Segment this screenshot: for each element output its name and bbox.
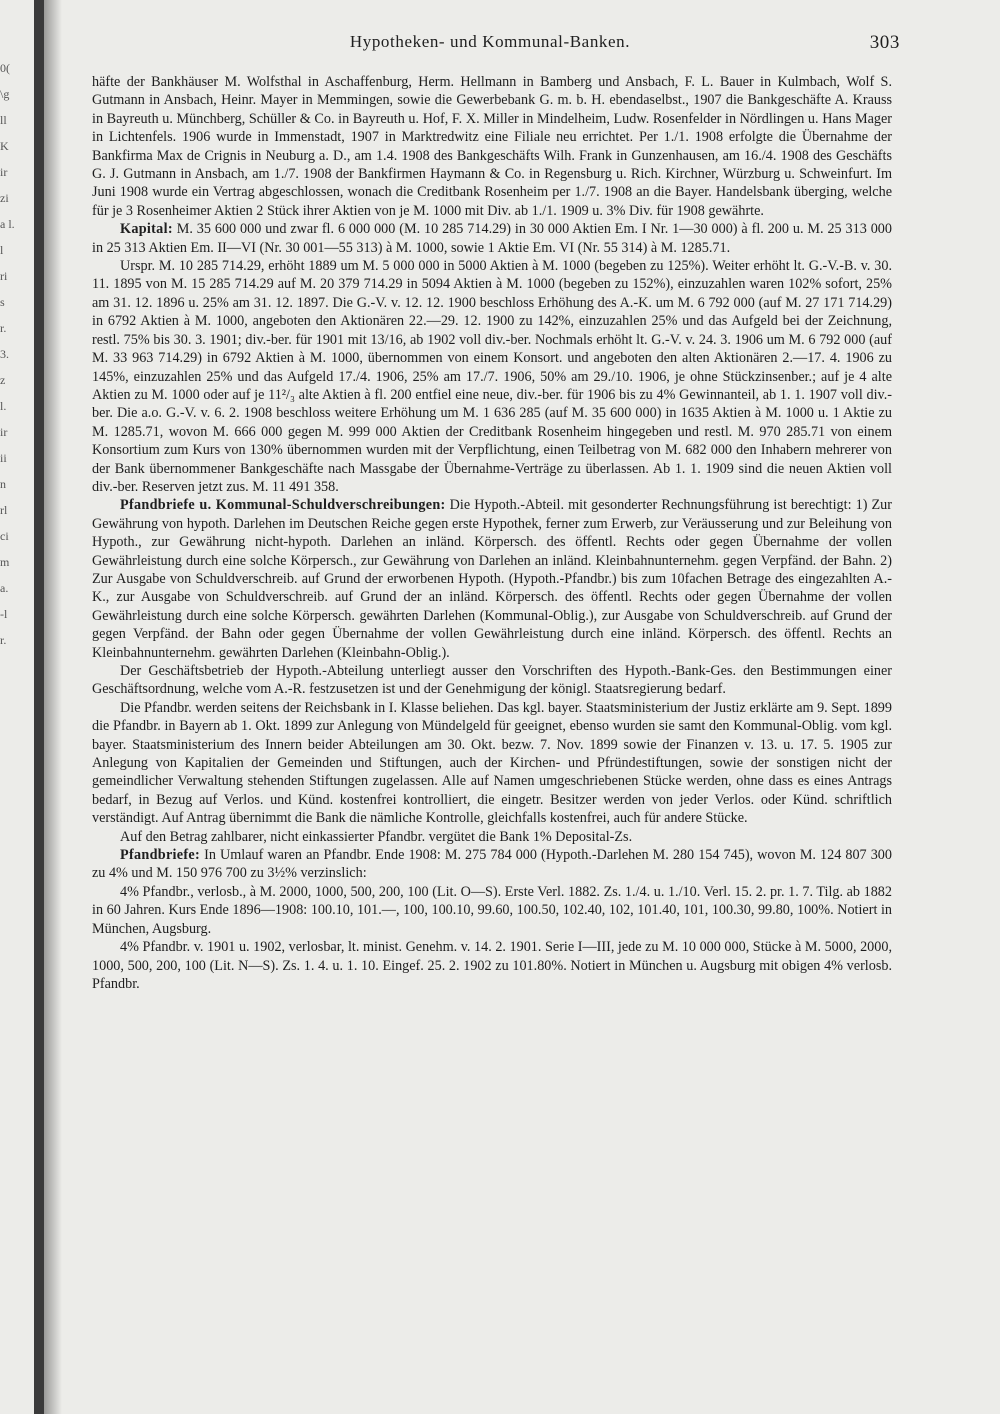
margin-fragment: a. bbox=[0, 581, 9, 595]
margin-fragment: ii bbox=[0, 451, 7, 465]
section-heading: Pfandbriefe u. Kommunal-Schuldverschreibungen: bbox=[120, 497, 446, 514]
paragraph-text: Auf den Betrag zahlbarer, nicht einkassierter Pfandbr. vergütet die Bank 1% Deposital-Zs. bbox=[120, 828, 633, 845]
margin-fragment: ll bbox=[0, 113, 7, 127]
margin-fragment: 3. bbox=[0, 347, 9, 361]
margin-fragment: -l bbox=[0, 607, 8, 621]
margin-fragment: m bbox=[0, 555, 10, 569]
paragraph-text: 4% Pfandbr., verlosb., à M. 2000, 1000, 500, 200, 100 (Lit. O—S). Erste Verl. 1882. Zs. 1./4. u. 1./10. Verl. 15. 2. pr. 1. 7. Tilg. ab 1882 in 60 Jahren. Kurs Ende 1896—1908: 100.10, 101.—, 100, 100.10, 99.60, 100.50, 102.40, 102, 101.40, 101, 100.30, 99.80, 100%. Notiert in München, Augsburg. bbox=[92, 883, 892, 937]
paragraph bbox=[92, 828, 892, 846]
margin-fragment: a l. bbox=[0, 217, 15, 231]
paragraph-text: häfte der Bankhäuser M. Wolfsthal in Aschaffenburg, Herm. Hellmann in Bamberg und Ansbach, F. L. Bauer in Kulmbach, Wolf S. Gutmann in Ansbach, Heinr. Mayer in Memmingen, sowie die Gewerbebank G. m. b. H. ebendaselbst., 1907 die Bankgeschäfte A. Krauss in Bayreuth u. Münchberg, Schüller & Co. in Bayreuth u. Hof, F. X. Miller in Mindelheim, Ludw. Rosenfelder in Nördlingen u. Hans Mager in Lichtenfels. 1906 wurde in Immenstadt, 1907 in Marktredwitz eine Filiale neu errichtet. Per 1./1. 1908 erfolgte die Übernahme der Bankfirma Max de Crignis in Neuburg a. D., am 1.4. 1908 des Bankgeschäfts Wilh. Frank in Gunzenhausen, am 16./4. 1908 des Geschäfts G. J. Gutmann in Ansbach, am 1./7. 1908 der Bankfirmen Haymann & Co. in Regensburg u. Rich. Kirchner, Würzburg u. Schweinfurt. Im Juni 1908 wurde ein Vertrag abgeschlossen, wonach die Creditbank Rosenheim per 1./7. 1908 an die Bayer. Handelsbank überging, welche für je 3 Rosenheimer Aktien 2 Stück ihrer Aktien von je M. 1000 mit Div. ab 1./1. 1909 u. 3% Div. für 1908 gewährte. bbox=[92, 74, 892, 219]
section-heading: Pfandbriefe: bbox=[120, 847, 201, 864]
margin-fragment: ri bbox=[0, 269, 8, 283]
margin-fragment: r. bbox=[0, 321, 7, 335]
paragraph-text: Urspr. M. 10 285 714.29, erhöht 1889 um M. 5 000 000 in 5000 Aktien à M. 1000 (begeben zu 125%). Weiter erhöht lt. G.-V.-B. v. 30. 11. 1895 von M. 15 285 714.29 auf M. 20 379 714.29 in 5094 Aktien à M. 1000 (begeben zu 152%), einzuzahlen waren 102% sofort, 25% am 31. 12. 1896 u. 25% am 31. 12. 1897. Die G.-V. v. 12. 12. 1900 beschloss Erhöhung des A.-K. um M. 6 792 000 (auf M. 27 171 714.29) in 6792 Aktien à M. 1000, angeboten den Aktionären 22.—29. 12. 1900 zu 142%, einzuzahlen 25% und das Aufgeld bei der Zeichnung, restl. 75% bis 30. 3. 1901; div.-ber. für 1901 mit 13/16, ab 1902 voll div.-ber. Nochmals erhöht lt. G.-V. v. 24. 3. 1906 um M. 6 792 000 (auf M. 33 963 714.29) in 6792 Aktien à M. 1000, übernommen von einem Konsort. und angeboten den alten Aktionären 2.—17. 4. 1906 zu 145%, einzuzahlen 25% und das Aufgeld 17./4. 1906, 25% am 17./7. 1906, 50% am 29./10. 1906, je ohne Stückzinsenber.; auf je 4 alte Aktien zu M. 1000 oder auf je 11²/₃ alte Aktien à fl. 200 entfiel eine neue, div.-ber. für 1906 bis zu 4% Gewinnanteil, ab 1. 1. 1907 voll div.-ber. Die a.o. G.-V. v. 6. 2. 1908 beschloss weitere Erhöhung um M. 1 636 285 (auf M. 35 600 000) in 1635 Aktien à M. 1000 u. 1 Aktie zu M. 1285.71, wovon M. 666 000 gegen M. 999 000 Aktien der Creditbank Rosenheim hingegeben und restl. M. 970 285.71 von einem Konsortium zum Kurs von 130% übernommen wurden mit der Verpflichtung, einen Teilbetrag von M. 682 000 den Inhabern mehrerer von der Bank übernommener Bankgeschäfte nach Massgabe der Übernahme-Verträge zu überlassen. Ab 1. 1. 1909 sind die neuen Aktien voll div.-ber. Reserven jetzt zus. M. 11 491 358. bbox=[92, 258, 892, 495]
margin-fragment: l. bbox=[0, 399, 7, 413]
running-title: Hypotheken- und Kommunal-Banken. bbox=[349, 32, 631, 51]
margin-fragment: n bbox=[0, 477, 6, 491]
paragraph-text: Die Pfandbr. werden seitens der Reichsbank in I. Klasse beliehen. Das kgl. bayer. Staatsministerium der Justiz erklärte am 9. Sept. 1899 die Pfandbr. in Bayern ab 1. Okt. 1899 zur Anlegung von Mündelgeld für geeignet, ebenso wurden sie samt den Kommunal-Oblig. vom kgl. bayer. Staatsministerium des Innern beider Abteilungen am 30. Okt. bezw. 7. Nov. 1899 sowie der Finanzen v. 13. u. 17. 5. 1905 zur Anlegung von Kapitalien der Gemeinden und Stiftungen, auch der Kirchen- und Pfründestiftungen, sowie der sonstigen nicht der gemeindlicher Verwaltung stehenden Stiftungen zugelassen. Alle auf Namen umgeschriebenen Stücke werden, ohne dass es eines Antrags bedarf, in Bezug auf Verlos. und Künd. kostenfrei kontrolliert, die eingetr. Besitzer werden von jeder Verlos. oder Künd. schriftlich verständigt. Auf Antrag übernimmt die Bank die nämliche Kontrolle, gleichfalls kostenfrei, auch für andere Stücke. bbox=[92, 699, 892, 827]
margin-fragment: l bbox=[0, 243, 4, 257]
paragraph bbox=[92, 938, 892, 993]
margin-fragment: rl bbox=[0, 503, 8, 517]
paragraph-text: Die Hypoth.-Abteil. mit gesonderter Rechnungsführung ist berechtigt: 1) Zur Gewährung von hypoth. Darlehen im Deutschen Reiche gegen erste Hypothek, ferner zum Erwerb, zur Veräusserung und zur Beleihung von Hypoth., zur Gewährung nicht-hypoth. Darlehen an inländ. Körpersch. des öffentl. Rechts oder gegen Übernahme der vollen Gewährleistung durch eine solche Körpersch., zur Gewährung von Darlehen an inländ. Kleinbahnunternehm. gegen Verpfänd. der Bahn. 2) Zur Ausgabe von Schuldverschreib. auf Grund der erworbenen Hypoth. (Hypoth.-Pfandbr.) bis zum 10fachen Betrage des eingezahlten A.-K., zur Ausgabe von Schuldverschreib. auf Grund der an inländ. Körpersch. des öffentl. Rechts oder gegen Übernahme der vollen Gewährleistung durch eine solche Körpersch. gewährten Darlehen (Kommunal-Oblig.), zur Ausgabe von Schuldverschreib. auf Grund der gegen Verpfänd. der Bahn oder gegen Übernahme der vollen Gewährleistung durch eine inländ. Körpersch. des öffentl. Rechts an Kleinbahnunternehm. gewährten Darlehen (Kleinbahn-Oblig.). bbox=[92, 497, 892, 661]
article-body bbox=[92, 73, 892, 993]
margin-fragment: s bbox=[0, 295, 5, 309]
paragraph bbox=[92, 662, 892, 699]
margin-fragment: K bbox=[0, 139, 9, 153]
facing-page-fragments bbox=[0, 55, 30, 675]
paragraph bbox=[92, 257, 892, 496]
margin-fragment: \g bbox=[0, 87, 10, 101]
paragraph bbox=[92, 220, 892, 257]
paragraph-text: Der Geschäftsbetrieb der Hypoth.-Abteilung unterliegt ausser den Vorschriften des Hypoth.-Bank-Ges. den Bestimmungen einer Geschäftsordnung, welche vom A.-R. festzusetzen ist und der Genehmigung der königl. Staatsregierung bedarf. bbox=[92, 663, 892, 698]
paragraph bbox=[92, 73, 892, 220]
paragraph bbox=[92, 883, 892, 938]
paragraph-text: In Umlauf waren an Pfandbr. Ende 1908: M. 275 784 000 (Hypoth.-Darlehen M. 280 154 745), wovon M. 124 807 300 zu 4% und M. 150 976 700 zu 3½% verzinslich: bbox=[92, 847, 892, 882]
margin-fragment: 0( bbox=[0, 61, 10, 75]
margin-fragment: ir bbox=[0, 425, 8, 439]
paragraph bbox=[92, 846, 892, 883]
margin-fragment: ci bbox=[0, 529, 9, 543]
binding-gutter bbox=[34, 0, 44, 1414]
paragraph-text: 4% Pfandbr. v. 1901 u. 1902, verlosbar, lt. minist. Genehm. v. 14. 2. 1901. Serie I—III, jede zu M. 10 000 000, Stücke à M. 5000, 2000, 1000, 500, 200, 100 (Lit. N—S). Zs. 1. 4. u. 1. 10. Eingef. 25. 2. 1902 zu 101.80%. Notiert in München u. Augsburg mit obigen 4% verlosb. Pfandbr. bbox=[92, 939, 892, 992]
gutter-shadow bbox=[44, 0, 62, 1414]
paragraph bbox=[92, 496, 892, 662]
paragraph-text: M. 35 600 000 und zwar fl. 6 000 000 (M. 10 285 714.29) in 30 000 Aktien Em. I Nr. 1—30 000) à fl. 200 u. M. 25 313 000 in 25 313 Aktien Em. II—VI (Nr. 30 001—55 313) à M. 1000, sowie 1 Aktie Em. VI (Nr. 55 314) à M. 1285.71. bbox=[92, 221, 892, 256]
running-header bbox=[80, 32, 900, 56]
paragraph bbox=[92, 699, 892, 828]
section-heading: Kapital: bbox=[120, 221, 173, 238]
margin-fragment: ir bbox=[0, 165, 8, 179]
margin-fragment: z bbox=[0, 373, 6, 387]
margin-fragment: zi bbox=[0, 191, 9, 205]
page-number: 303 bbox=[869, 32, 900, 53]
margin-fragment: r. bbox=[0, 633, 7, 647]
